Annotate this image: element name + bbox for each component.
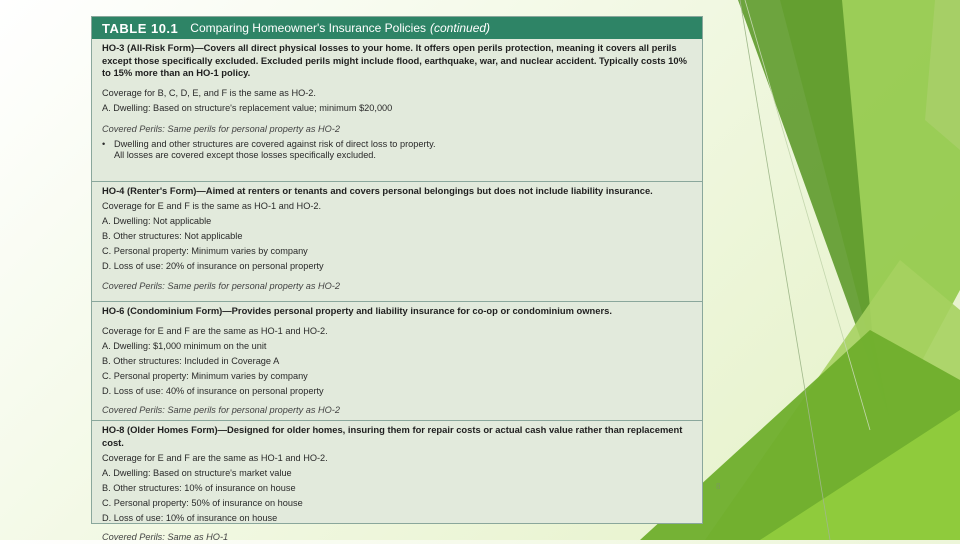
table-continued: (continued)	[430, 21, 491, 35]
coverage-item: C. Personal property: Minimum varies by company	[102, 370, 308, 381]
section-ho6	[92, 302, 702, 421]
coverage-note: Coverage for B, C, D, E, and F is the same as HO-2.	[102, 87, 316, 98]
coverage-note: Coverage for E and F is the same as HO-1 and HO-2.	[102, 201, 322, 211]
coverage-item: D. Loss of use: 10% of insurance on house	[102, 512, 278, 523]
section-ho4	[92, 182, 702, 302]
insurance-table	[91, 16, 703, 542]
section-heading: HO-4 (Renter's Form)—Aimed at renters or tenants and covers personal belongings but does not include liability insurance.	[102, 185, 653, 196]
coverage-item: C. Personal property: 50% of insurance on house	[102, 497, 303, 508]
covered-perils: Covered Perils: Same perils for personal property as HO-2	[102, 405, 340, 415]
coverage-item: A. Dwelling: $1,000 minimum on the unit	[102, 340, 267, 351]
bullet-line: All losses are covered except those losses specifically excluded.	[114, 150, 376, 160]
page-number: 8	[716, 482, 721, 491]
bullet-item	[102, 139, 692, 162]
section-heading: HO-8 (Older Homes Form)—Designed for older homes, insuring them for repair costs or actual cash value rather than replacement cost.	[102, 424, 683, 448]
covered-perils: Covered Perils: Same as HO-1	[102, 532, 229, 542]
coverage-item: A. Dwelling: Based on structure's market value	[102, 467, 292, 478]
covered-perils: Covered Perils: Same perils for personal property as HO-2	[102, 280, 340, 291]
table-header	[92, 17, 702, 39]
section-heading: HO-6 (Condominium Form)—Provides personal property and liability insurance for co-op or condominium owners.	[102, 305, 612, 316]
coverage-item: A. Dwelling: Based on structure's replacement value; minimum $20,000	[102, 102, 393, 113]
coverage-item: B. Other structures: Not applicable	[102, 231, 243, 241]
section-heading: HO-3 (All-Risk Form)—Covers all direct physical losses to your home. It offers open perils protection, meaning it covers all perils except those specifically excluded. Excluded perils might include flood, earthquake, war, and nuclear accident. Typically costs 10% to 15% more than an HO-1 policy.	[102, 42, 687, 78]
table-number: TABLE 10.1	[102, 20, 179, 36]
coverage-item: D. Loss of use: 20% of insurance on personal property	[102, 261, 324, 271]
coverage-note: Coverage for E and F are the same as HO-1 and HO-2.	[102, 452, 328, 463]
section-ho8	[92, 421, 702, 542]
coverage-item: B. Other structures: Included in Coverage A	[102, 355, 280, 366]
covered-perils: Covered Perils: Same perils for personal property as HO-2	[102, 124, 340, 134]
bullet-line: Dwelling and other structures are covered against risk of direct loss to property.	[114, 138, 436, 149]
coverage-item: B. Other structures: 10% of insurance on house	[102, 482, 296, 493]
bullet-icon: •	[102, 138, 106, 149]
coverage-item: A. Dwelling: Not applicable	[102, 216, 212, 226]
coverage-item: C. Personal property: Minimum varies by company	[102, 246, 308, 256]
table-title: Comparing Homeowner's Insurance Policies	[190, 21, 427, 35]
coverage-item: D. Loss of use: 40% of insurance on personal property	[102, 385, 324, 396]
coverage-note: Coverage for E and F are the same as HO-1 and HO-2.	[102, 325, 328, 336]
section-ho3	[92, 39, 702, 182]
